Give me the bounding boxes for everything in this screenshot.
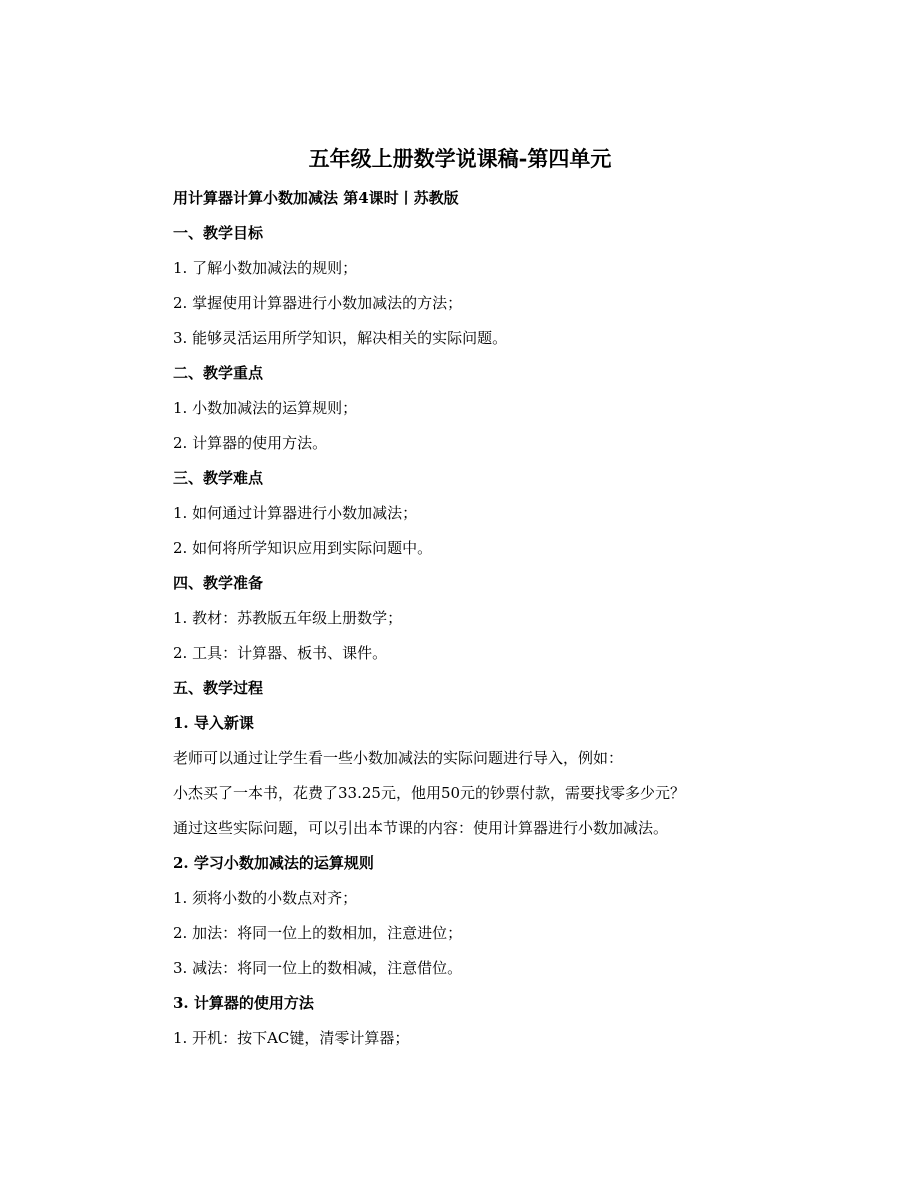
section-heading-objectives: 一、教学目标 xyxy=(173,224,264,242)
document-title: 五年级上册数学说课稿-第四单元 xyxy=(308,146,612,171)
introduction-paragraph-2: 小杰买了一本书，花费了33.25元，他用50元的钞票付款，需要找零多少元？ xyxy=(173,784,686,802)
calculator-step-1: 1. 开机：按下AC键，清零计算器； xyxy=(173,1029,410,1047)
rule-item-2: 2. 加法：将同一位上的数相加，注意进位； xyxy=(173,924,463,942)
subsection-heading-introduction: 1. 导入新课 xyxy=(173,714,254,732)
objective-item-3: 3. 能够灵活运用所学知识，解决相关的实际问题。 xyxy=(173,329,508,347)
document-body xyxy=(173,181,793,1056)
introduction-paragraph-3: 通过这些实际问题，可以引出本节课的内容：使用计算器进行小数加减法。 xyxy=(173,819,669,837)
section-heading-difficulties: 三、教学难点 xyxy=(173,469,264,487)
rule-item-1: 1. 须将小数的小数点对齐； xyxy=(173,889,358,907)
preparation-item-1: 1. 教材：苏教版五年级上册数学； xyxy=(173,609,403,627)
difficulty-item-2: 2. 如何将所学知识应用到实际问题中。 xyxy=(173,539,433,557)
section-heading-process: 五、教学过程 xyxy=(173,679,264,697)
section-heading-preparation: 四、教学准备 xyxy=(173,574,264,592)
section-heading-key-points: 二、教学重点 xyxy=(173,364,264,382)
key-point-item-2: 2. 计算器的使用方法。 xyxy=(173,434,328,452)
objective-item-2: 2. 掌握使用计算器进行小数加减法的方法； xyxy=(173,294,463,312)
preparation-item-2: 2. 工具：计算器、板书、课件。 xyxy=(173,644,388,662)
lesson-subtitle: 用计算器计算小数加减法 第4课时丨苏教版 xyxy=(173,189,459,207)
key-point-item-1: 1. 小数加减法的运算规则； xyxy=(173,399,358,417)
difficulty-item-1: 1. 如何通过计算器进行小数加减法； xyxy=(173,504,418,522)
objective-item-1: 1. 了解小数加减法的规则； xyxy=(173,259,358,277)
subsection-heading-calculator-usage: 3. 计算器的使用方法 xyxy=(173,994,314,1012)
rule-item-3: 3. 减法：将同一位上的数相减，注意借位。 xyxy=(173,959,463,977)
subsection-heading-rules: 2. 学习小数加减法的运算规则 xyxy=(173,854,374,872)
introduction-paragraph-1: 老师可以通过让学生看一些小数加减法的实际问题进行导入，例如： xyxy=(173,749,624,767)
